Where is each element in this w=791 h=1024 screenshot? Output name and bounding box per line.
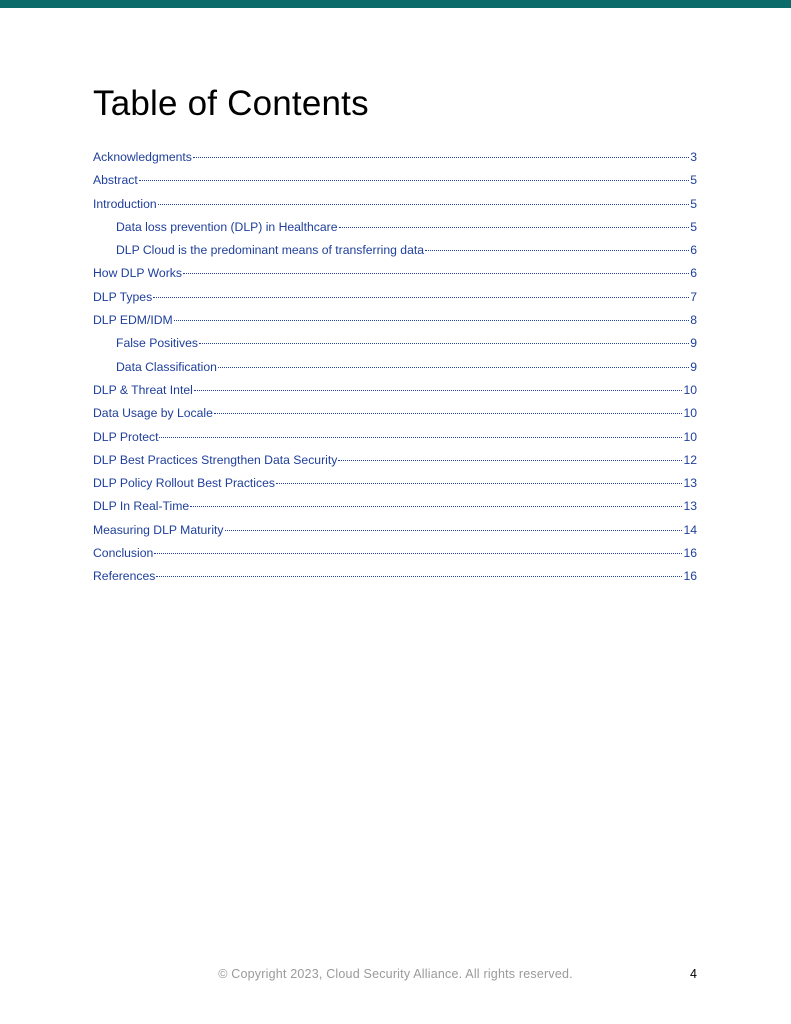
- toc-dot-leader: [425, 250, 689, 251]
- toc-entry-measuring-dlp-maturity[interactable]: [93, 523, 697, 546]
- toc-entry-abstract[interactable]: [93, 173, 697, 196]
- toc-entry-conclusion[interactable]: [93, 546, 697, 569]
- toc-dot-leader: [190, 506, 682, 507]
- toc-entry-dlp-cloud[interactable]: [93, 243, 697, 266]
- toc-entry-dlp-healthcare[interactable]: [93, 220, 697, 243]
- toc-dot-leader: [174, 320, 690, 321]
- toc-entry-title: Data loss prevention (DLP) in Healthcare: [116, 219, 338, 234]
- toc-entry-title: False Positives: [116, 336, 198, 351]
- toc-entry-page: 10: [683, 382, 697, 397]
- table-of-contents: [93, 150, 697, 593]
- toc-dot-leader: [199, 343, 689, 344]
- toc-entry-title: DLP Types: [93, 289, 153, 304]
- toc-entry-introduction[interactable]: [93, 197, 697, 220]
- toc-dot-leader: [156, 576, 682, 577]
- toc-entry-page: 9: [690, 336, 697, 351]
- toc-entry-title: Measuring DLP Maturity: [93, 522, 224, 537]
- toc-entry-data-usage-by-locale[interactable]: [93, 406, 697, 429]
- toc-entry-dlp-types[interactable]: [93, 290, 697, 313]
- toc-entry-page: 12: [683, 452, 697, 467]
- toc-entry-dlp-protect[interactable]: [93, 430, 697, 453]
- toc-entry-title: DLP In Real-Time: [93, 499, 190, 514]
- toc-entry-page: 7: [690, 289, 697, 304]
- toc-dot-leader: [159, 437, 682, 438]
- toc-entry-page: 16: [683, 546, 697, 561]
- toc-dot-leader: [193, 157, 689, 158]
- toc-entry-title: How DLP Works: [93, 266, 182, 281]
- toc-dot-leader: [194, 390, 683, 391]
- toc-entry-title: DLP Policy Rollout Best Practices: [93, 476, 275, 491]
- toc-entry-dlp-in-real-time[interactable]: [93, 499, 697, 522]
- toc-dot-leader: [158, 204, 690, 205]
- toc-entry-title: Introduction: [93, 196, 157, 211]
- toc-entry-page: 14: [683, 522, 697, 537]
- toc-entry-title: DLP Best Practices Strengthen Data Security: [93, 452, 338, 467]
- toc-entry-dlp-policy-rollout[interactable]: [93, 476, 697, 499]
- toc-dot-leader: [338, 460, 682, 461]
- toc-entry-page: 9: [690, 359, 697, 374]
- toc-dot-leader: [183, 273, 689, 274]
- toc-dot-leader: [214, 413, 683, 414]
- toc-entry-dlp-edm-idm[interactable]: [93, 313, 697, 336]
- toc-dot-leader: [139, 180, 690, 181]
- toc-entry-title: Abstract: [93, 173, 138, 188]
- toc-entry-references[interactable]: [93, 569, 697, 592]
- header-accent-bar: [0, 0, 791, 8]
- toc-entry-page: 13: [683, 476, 697, 491]
- toc-dot-leader: [276, 483, 682, 484]
- toc-entry-dlp-best-practices[interactable]: [93, 453, 697, 476]
- toc-entry-page: 6: [690, 266, 697, 281]
- toc-entry-page: 6: [690, 243, 697, 258]
- toc-entry-page: 5: [690, 196, 697, 211]
- footer-page-number: 4: [690, 967, 697, 981]
- toc-entry-page: 3: [690, 150, 697, 164]
- toc-entry-page: 16: [683, 569, 697, 584]
- footer-copyright: © Copyright 2023, Cloud Security Alliance. All rights reserved.: [218, 967, 573, 981]
- toc-entry-page: 8: [690, 313, 697, 328]
- toc-entry-acknowledgments[interactable]: [93, 150, 697, 173]
- toc-entry-title: DLP & Threat Intel: [93, 382, 193, 397]
- toc-entry-page: 10: [683, 429, 697, 444]
- toc-entry-page: 5: [690, 219, 697, 234]
- toc-dot-leader: [154, 553, 682, 554]
- toc-entry-data-classification[interactable]: [93, 360, 697, 383]
- toc-entry-title: Conclusion: [93, 546, 154, 561]
- toc-dot-leader: [153, 297, 689, 298]
- toc-entry-false-positives[interactable]: [93, 336, 697, 359]
- toc-entry-title: Data Usage by Locale: [93, 406, 213, 421]
- toc-entry-title: Data Classification: [116, 359, 217, 374]
- toc-entry-page: 5: [690, 173, 697, 188]
- toc-dot-leader: [339, 227, 690, 228]
- toc-dot-leader: [225, 530, 683, 531]
- toc-entry-title: References: [93, 569, 156, 584]
- toc-entry-title: DLP EDM/IDM: [93, 313, 173, 328]
- toc-entry-title: DLP Protect: [93, 429, 159, 444]
- toc-entry-title: DLP Cloud is the predominant means of transferring data: [116, 243, 425, 258]
- page-title: Table of Contents: [93, 84, 369, 123]
- toc-entry-page: 13: [683, 499, 697, 514]
- toc-entry-page: 10: [683, 406, 697, 421]
- toc-entry-how-dlp-works[interactable]: [93, 266, 697, 289]
- toc-entry-dlp-threat-intel[interactable]: [93, 383, 697, 406]
- toc-dot-leader: [218, 367, 689, 368]
- toc-entry-title: Acknowledgments: [93, 150, 192, 164]
